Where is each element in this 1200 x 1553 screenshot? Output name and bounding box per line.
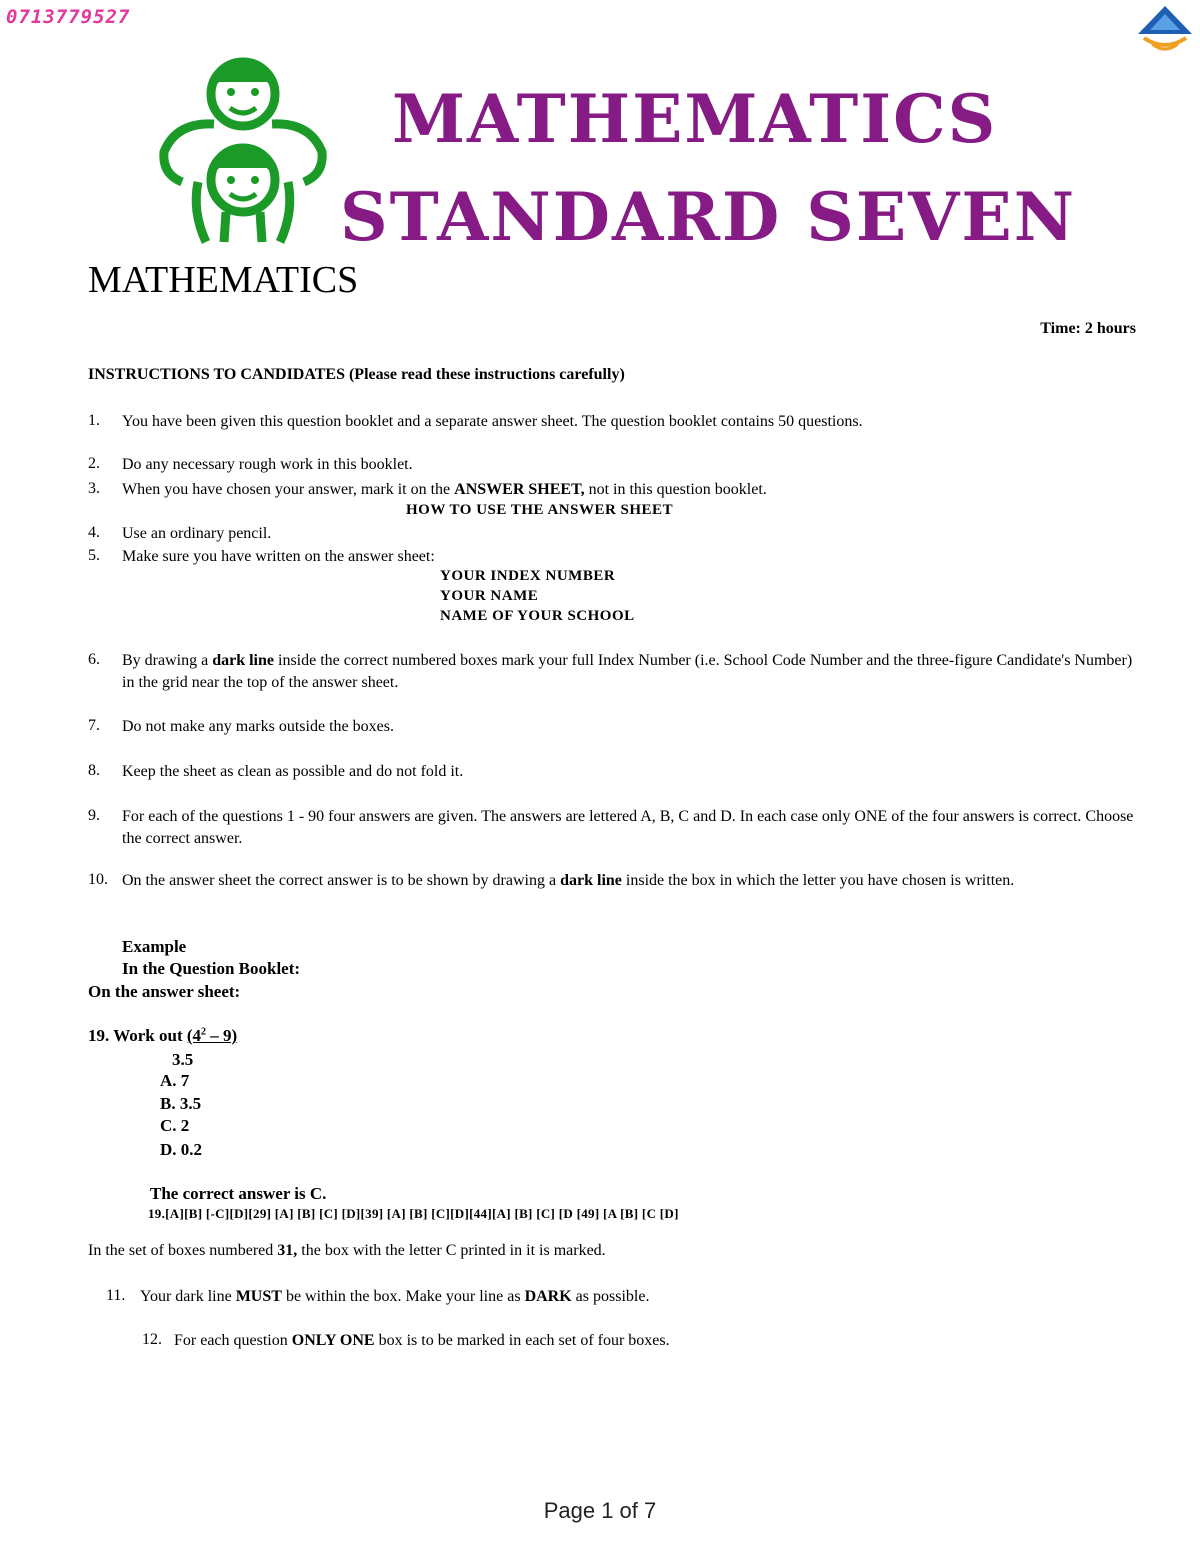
instruction-item: For each of the questions 1 - 90 four answers are given. The answers are lettered A, B, C and D. In each case only ONE of the four answers is correct. Choose the correct answer. [122,808,1134,847]
instruction-item: You have been given this question booklet and a separate answer sheet. The question booklet contains 50 questions. [122,413,863,430]
banner-subject: MATHEMATICS [392,80,998,158]
example-option: B. 3.5 [160,1094,202,1113]
instruction-item: When you have chosen your answer, mark it on the ANSWER SHEET, not in this question booklet. [122,481,767,498]
instruction-item: On the answer sheet the correct answer is to be shown by drawing a dark line inside the box in which the letter you have chosen is written. [122,872,1015,889]
mascot-logo-icon [156,52,331,251]
instruction-item: Your dark line MUST be within the box. Make your line as DARK as possible. [140,1288,650,1305]
example-booklet: In the Question Booklet: [122,959,301,978]
instruction-item: By drawing a dark line inside the correct numbered boxes mark your full Index Number (i.e. School Code Number and the three-figure Candidate's Number) in the grid near the top of the answer sheet. [122,652,1133,691]
item-number: 10. [88,871,108,888]
marked-explanation: In the set of boxes numbered 31, the box with the letter C printed in it is marked. [88,1242,606,1259]
banner-level: STANDARD SEVEN [340,178,1077,256]
example-label: Example [122,937,187,956]
page-title: MATHEMATICS [88,259,359,301]
item-number: 6. [88,651,100,668]
example-sheet: On the answer sheet: [88,982,241,1001]
exam-time: Time: 2 hours [1040,320,1136,337]
instructions-heading: INSTRUCTIONS TO CANDIDATES (Please read these instructions carefully) [88,366,625,383]
item-number: 5. [88,547,100,564]
sheet-field: YOUR INDEX NUMBER [440,568,616,584]
sheet-field: YOUR NAME [440,588,539,604]
item-number: 7. [88,717,100,734]
example-option: A. 7 [160,1071,190,1090]
item-number: 12. [142,1331,162,1348]
instruction-item: Do not make any marks outside the boxes. [122,718,394,735]
instruction-item: For each question ONLY ONE box is to be marked in each set of four boxes. [174,1332,670,1349]
example-option: C. 2 [160,1116,190,1135]
example-answer-boxes: 19.[A][B] [-C][D][29] [A] [B] [C] [D][39] [A] [B] [C][D][44][A] [B] [C] [D [49] [A [B] [C [D] [148,1206,679,1221]
instruction-item: Do any necessary rough work in this booklet. [122,456,413,473]
watermark-phone: 0713779527 [6,6,131,28]
item-number: 11. [106,1287,126,1304]
instruction-item: Use an ordinary pencil. [122,525,272,542]
sheet-field: NAME OF YOUR SCHOOL [440,608,635,624]
item-number: 1. [88,412,100,429]
example-correct: The correct answer is C. [150,1184,327,1203]
item-number: 4. [88,524,100,541]
how-to-heading: HOW TO USE THE ANSWER SHEET [406,502,674,518]
item-number: 3. [88,480,100,497]
example-option: D. 0.2 [160,1140,203,1159]
instruction-item: Keep the sheet as clean as possible and do not fold it. [122,763,464,780]
publisher-logo-icon [1134,4,1196,58]
item-number: 9. [88,807,100,824]
item-number: 8. [88,762,100,779]
example-question: 19. Work out $(4^2 - 9)$ [88,1026,238,1045]
item-number: 2. [88,455,100,472]
page-number: Page 1 of 7 [543,1498,657,1523]
example-denominator: 3.5 [172,1050,194,1069]
instruction-item: Make sure you have written on the answer sheet: [122,548,435,565]
